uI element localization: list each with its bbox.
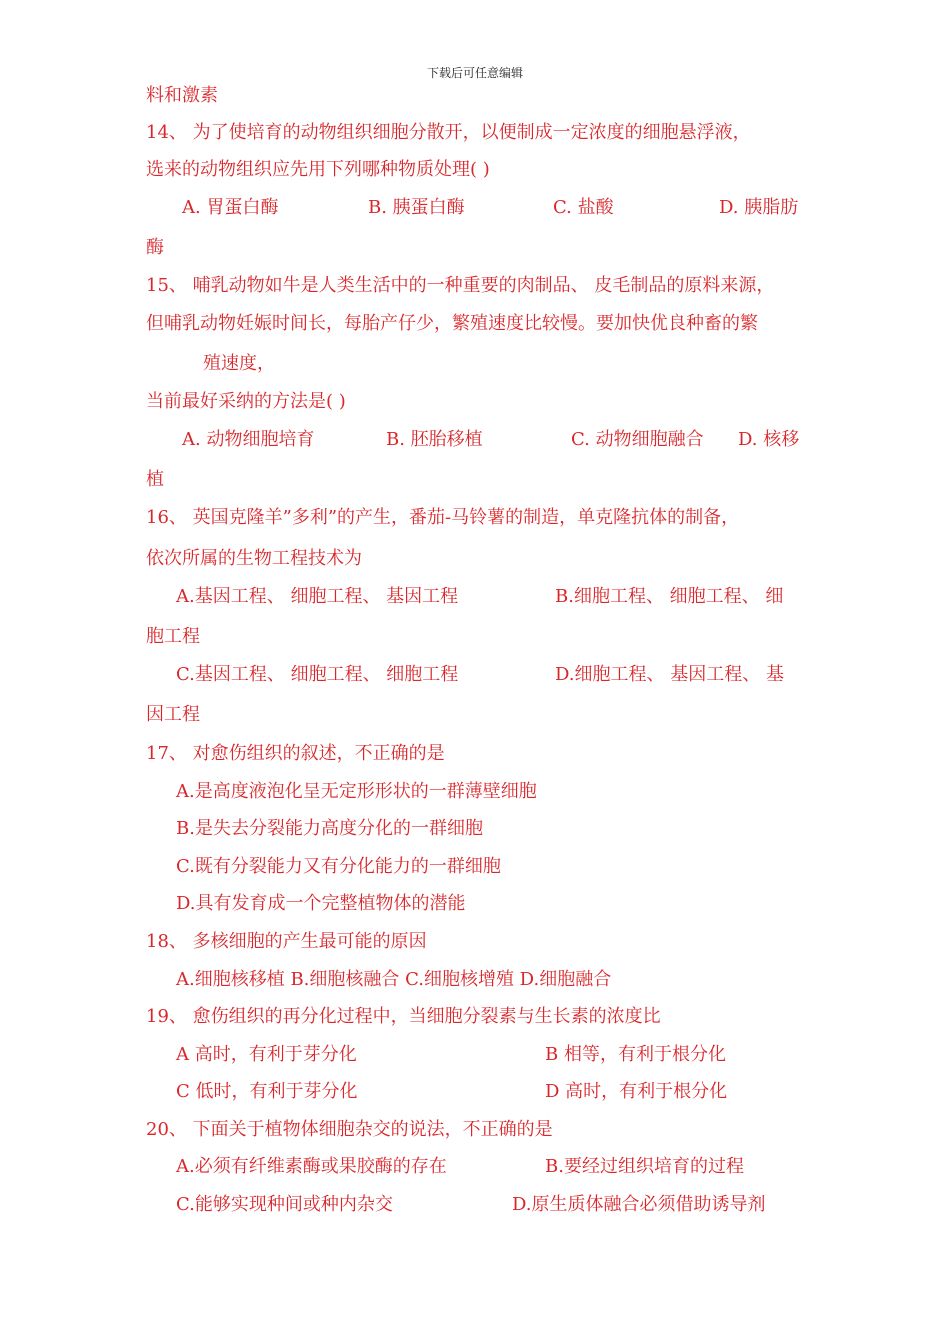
- question-19-option-a: A 高时，有利于芽分化: [176, 1044, 357, 1065]
- question-15-option-c: C. 动物细胞融合: [571, 429, 704, 450]
- page-header: 下载后可任意编辑: [426, 66, 523, 80]
- question-17-stem: 17、 对愈伤组织的叙述，不正确的是: [146, 743, 445, 764]
- question-20-option-a: A.必须有纤维素酶或果胶酶的存在: [176, 1156, 447, 1177]
- question-19-option-d: D 高时，有利于根分化: [545, 1081, 728, 1102]
- question-16-option-b-cont: 胞工程: [146, 626, 200, 647]
- question-14-option-a: A. 胃蛋白酶: [182, 197, 279, 218]
- question-15-stem-cont: 当前最好采纳的方法是( ): [146, 391, 346, 412]
- question-19-stem: 19、 愈伤组织的再分化过程中，当细胞分裂素与生长素的浓度比: [146, 1006, 661, 1027]
- question-20-option-b: B.要经过组织培育的过程: [545, 1156, 744, 1177]
- question-16-option-b: B.细胞工程、 细胞工程、 细: [555, 586, 784, 607]
- question-17-option-c: C.既有分裂能力又有分化能力的一群细胞: [176, 856, 501, 877]
- question-14-option-b: B. 胰蛋白酶: [368, 197, 465, 218]
- question-14-option-c: C. 盐酸: [553, 197, 614, 218]
- text-line: 料和激素: [146, 85, 218, 106]
- question-19-option-c: C 低时，有利于芽分化: [176, 1081, 358, 1102]
- question-14-option-d: D. 胰脂肪: [719, 197, 799, 218]
- question-15-stem-cont: 但哺乳动物妊娠时间长，每胎产仔少，繁殖速度比较慢。要加快优良种畜的繁: [146, 313, 758, 334]
- question-20-stem: 20、 下面关于植物体细胞杂交的说法，不正确的是: [146, 1119, 553, 1140]
- question-20-option-c: C.能够实现种间或种内杂交: [176, 1194, 393, 1215]
- question-16-stem: 16、 英国克隆羊”多利”的产生，番茄-马铃薯的制造，单克隆抗体的制备，: [146, 507, 740, 528]
- question-16-option-d-cont: 因工程: [146, 704, 200, 725]
- question-18-options: A.细胞核移植 B.细胞核融合 C.细胞核增殖 D.细胞融合: [176, 969, 612, 990]
- question-14-option-d-cont: 酶: [146, 237, 164, 258]
- question-17-option-b: B.是失去分裂能力高度分化的一群细胞: [176, 818, 483, 839]
- question-14-stem-cont: 选来的动物组织应先用下列哪种物质处理( ): [146, 159, 490, 180]
- question-15-stem: 15、 哺乳动物如牛是人类生活中的一种重要的肉制品、 皮毛制品的原料来源，: [146, 275, 775, 296]
- question-19-option-b: B 相等，有利于根分化: [545, 1044, 726, 1065]
- question-15-option-d: D. 核移: [738, 429, 800, 450]
- question-17-option-d: D.具有发育成一个完整植物体的潜能: [176, 893, 466, 914]
- question-15-stem-cont: 殖速度，: [203, 353, 275, 374]
- question-20-option-d: D.原生质体融合必须借助诱导剂: [512, 1194, 766, 1215]
- question-16-option-a: A.基因工程、 细胞工程、 基因工程: [176, 586, 459, 607]
- question-14-stem: 14、 为了使培育的动物组织细胞分散开，以便制成一定浓度的细胞悬浮液，: [146, 122, 751, 143]
- question-16-option-c: C.基因工程、 细胞工程、 细胞工程: [176, 664, 459, 685]
- question-18-stem: 18、 多核细胞的产生最可能的原因: [146, 931, 427, 952]
- question-15-option-d-cont: 植: [146, 469, 164, 490]
- question-15-option-a: A. 动物细胞培育: [182, 429, 315, 450]
- question-16-stem-cont: 依次所属的生物工程技术为: [146, 548, 362, 569]
- question-17-option-a: A.是高度液泡化呈无定形形状的一群薄壁细胞: [176, 781, 537, 802]
- question-16-option-d: D.细胞工程、 基因工程、 基: [555, 664, 784, 685]
- question-15-option-b: B. 胚胎移植: [386, 429, 483, 450]
